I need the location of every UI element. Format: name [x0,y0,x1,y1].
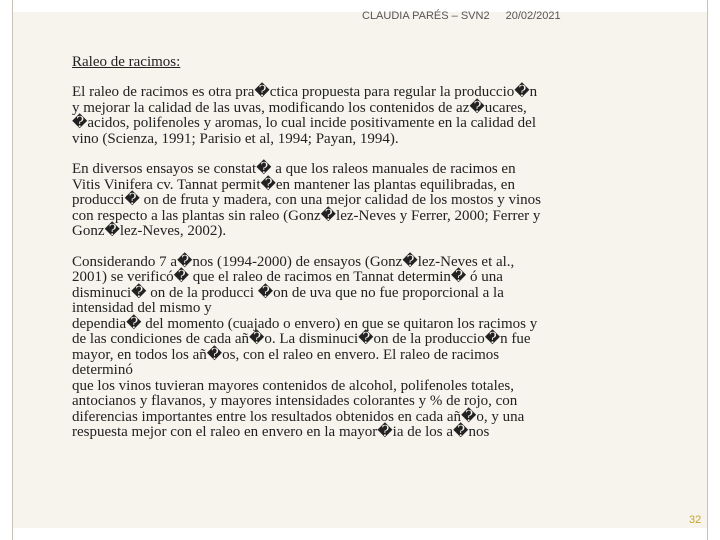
slide-frame-top [0,0,720,12]
header-author: CLAUDIA PARÉS – SVN2 [362,10,490,22]
text-line: mayor, en todos los añ�os, con el raleo en envero. El raleo de racimos [72,346,500,363]
paragraph-2 [72,162,632,240]
header-date: 20/02/2021 [505,10,561,22]
text-line: 2001) se verificó� que el raleo de racimos en Tannat determin� ó una [72,269,503,285]
section-title: Raleo de racimos: [72,54,181,70]
paragraph-1 [72,85,632,147]
text-line: En diversos ensayos se constat� a que los raleos manuales de racimos en [72,161,516,177]
text-line: Gonz�lez-Neves, 2002). [72,223,227,239]
paragraph-3 [72,255,632,441]
text-line: con respecto a las plantas sin raleo (Gonz�lez-Neves y Ferrer, 2000; Ferrer y [72,207,541,224]
slide-border-left [12,0,13,540]
slide-frame-right [708,0,720,540]
text-line: intensidad del mismo y [72,300,212,316]
text-line: �acidos, polifenoles y aromas, lo cual incide positivamente en la calidad del [72,115,536,131]
text-line: diferencias importantes entre los resultados obtenidos en cada añ�o, y una [72,408,525,425]
text-line: y mejorar la calidad de las uvas, modificando los contenidos de az�ucares, [72,99,527,116]
slide-border-right [707,0,708,540]
text-line: Vitis Vinifera cv. Tannat permit�en mantener las plantas equilibradas, en [72,176,515,193]
text-line: producci� on de fruta y madera, con una mejor calidad de los mostos y vinos [72,192,542,208]
text-line: El raleo de racimos es otra pra�ctica propuesta para regular la produccio�n [72,84,538,100]
slide-frame-bottom [0,528,720,540]
text-line: Considerando 7 a�nos (1994-2000) de ensayos (Gonz�lez-Neves et al., [72,253,515,270]
slide-frame-left [0,0,12,540]
text-line: vino (Scienza, 1991; Parisio et al, 1994; Payan, 1994). [72,130,399,147]
text-line: de las condiciones de cada añ�o. La disminuci�on de la produccio�n fue [72,331,531,347]
text-line: disminuci� on de la producci �on de uva que no fue proporcional a la [72,284,504,301]
page-number: 32 [689,514,702,526]
slide-header [362,10,561,22]
text-line: determinó [72,362,133,378]
text-line: dependia� del momento (cuajado o envero) en que se quitaron los racimos y [72,315,538,332]
text-line: respuesta mejor con el raleo en envero en la mayor�ia de los a�nos [72,424,490,440]
slide-content [72,54,632,456]
text-line: que los vinos tuvieran mayores contenidos de alcohol, polifenoles totales, [72,377,514,394]
text-line: antocianos y flavanos, y mayores intensidades colorantes y % de rojo, con [72,393,518,409]
